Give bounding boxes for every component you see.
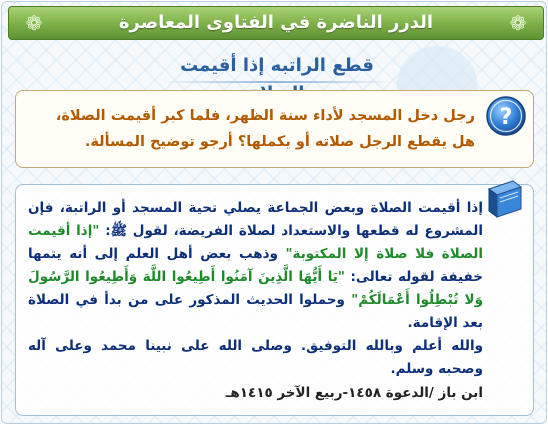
answer-segment: وذهب بعض أهل العلم إلى أنه يتمها خفيفة لقوله تعالى: bbox=[28, 246, 483, 285]
question-mark-icon bbox=[485, 95, 527, 137]
answer-segment: وحملوا الحديث المذكور على من بدأ في الصلاة بعد الإقامة. bbox=[28, 292, 483, 331]
closing-line: والله أعلم وبالله التوفيق. وصلى الله على نبينا محمد وعلى آله وصحبه وسلم. bbox=[28, 338, 483, 377]
hadith-quote: "إذا أقيمت الصلاة فلا صلاة إلا المكتوبة" bbox=[28, 223, 483, 262]
header-banner bbox=[8, 6, 544, 40]
answer-paragraph bbox=[28, 197, 483, 335]
source-citation: ابن باز /الدعوة ١٤٥٨-ربيع الآخر ١٤١٥هـ bbox=[225, 385, 483, 401]
book-icon bbox=[483, 177, 527, 221]
title-divider bbox=[162, 81, 392, 83]
page-title: الدرر الناضرة في الفتاوى المعاصرة bbox=[118, 12, 434, 33]
answer-segment: إذا أقيمت الصلاة وبعض الجماعة يصلي تحية المسجد أو الراتبة، فإن المشروع له قطعها والاستعداد لصلاة الفريضة، لقول ﷺ: bbox=[28, 200, 483, 239]
question-text: رجل دخل المسجد لأداء سنة الظهر، فلما كبر أقيمت الصلاة، هل يقطع الرجل صلاته أو يكملها؟ أرجو توضيح المسألة. bbox=[55, 108, 475, 150]
ornament-icon: ❁ bbox=[509, 11, 527, 35]
ornament-icon: ❁ bbox=[25, 11, 43, 35]
fatwa-card bbox=[1, 1, 547, 424]
question-box bbox=[15, 90, 534, 168]
quran-quote: "يَا أَيُّهَا الَّذِينَ آمَنُوا أَطِيعُوا اللَّهَ وَأَطِيعُوا الرَّسُولَ وَلا تُبْطِلُوا أَعْمَالَكُمْ" bbox=[28, 269, 483, 308]
answer-text bbox=[28, 197, 483, 381]
svg-text:?: ? bbox=[499, 105, 513, 130]
answer-box bbox=[15, 184, 534, 416]
fatwa-title: قطع الراتبه إذا أقيمت bbox=[180, 55, 374, 76]
